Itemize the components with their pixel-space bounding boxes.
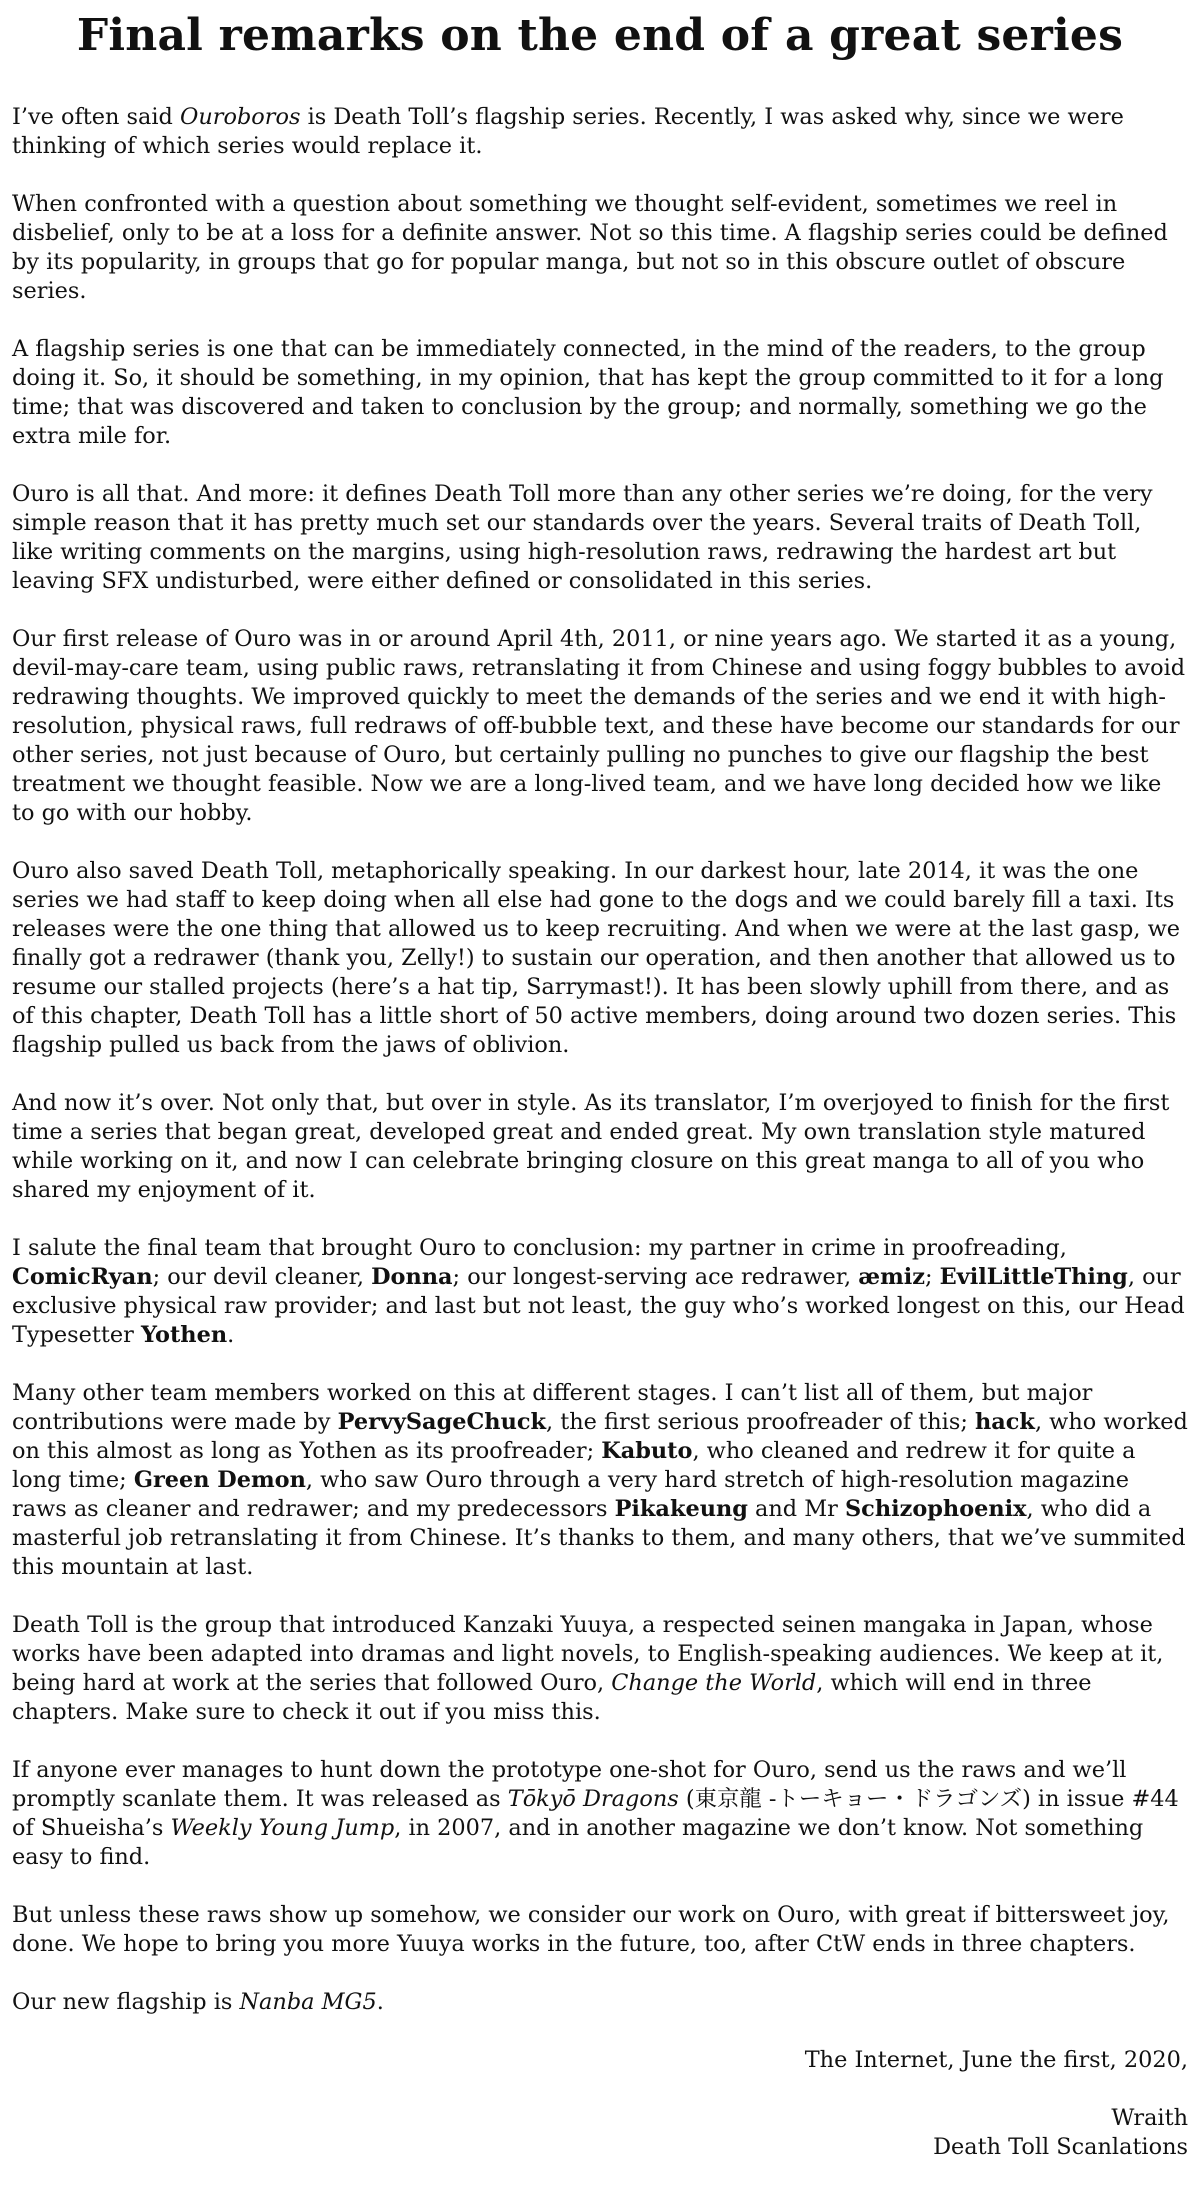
- paragraph-flagship-intro: [12, 103, 1188, 161]
- member-name: Pikakeung: [614, 1495, 748, 1522]
- text: , who worked on this almost as long as Yothen as its proofreader;: [12, 1408, 1188, 1464]
- text: , our exclusive physical raw provider; and last but not least, the guy who’s worked longest on this, our Head Typesetter: [12, 1263, 1185, 1348]
- paragraph-definition: [12, 335, 1188, 451]
- text: A flagship series is one that can be immediately connected, in the mind of the readers, to the group doing it. So, it should be something, in my opinion, that has kept the group committed to it for a long time; that was discovered and taken to conclusion by the group; and normally, something we go the extra mile for.: [12, 335, 1164, 449]
- text: , who did a masterful job retranslating it from Chinese. It’s thanks to them, and many others, that we’ve summited this mountain at last.: [12, 1495, 1186, 1580]
- member-name: hack: [975, 1408, 1035, 1435]
- member-name: ComicRyan: [12, 1263, 153, 1290]
- member-name: Donna: [371, 1263, 453, 1290]
- series-title: Tōkyō Dragons: [507, 1785, 679, 1812]
- member-name: Kabuto: [601, 1437, 693, 1464]
- text: If anyone ever manages to hunt down the prototype one-shot for Ouro, send us the raws and we’ll promptly scanlate them. It was released as: [12, 1756, 1127, 1812]
- series-title-ouroboros: Ouroboros: [180, 103, 301, 130]
- text: Our new flagship is: [12, 1988, 240, 2015]
- paragraph-standards: [12, 480, 1188, 596]
- text: Ouro is all that. And more: it defines Death Toll more than any other series we’re doing, for the very simple reason that it has pretty much set our standards over the years. Several traits of Death Toll, like writing comments on the margins, using high-resolution raws, redrawing the hardest art but leaving SFX undisturbed, were either defined or consolidated in this series.: [12, 480, 1153, 594]
- member-name: æmiz: [858, 1263, 925, 1290]
- member-name: Schizophoenix: [845, 1495, 1027, 1522]
- text: I’ve often said: [12, 103, 180, 130]
- text: ;: [925, 1263, 940, 1290]
- text: , the first serious proofreader of this;: [546, 1408, 975, 1435]
- paragraph-history: [12, 625, 1188, 828]
- signoff-group: Death Toll Scanlations: [933, 2133, 1188, 2160]
- text: , which will end in three chapters. Make sure to check it out if you miss this.: [12, 1669, 1092, 1725]
- member-name: Yothen: [140, 1321, 228, 1348]
- text: When confronted with a question about something we thought self-evident, sometimes we reel in disbelief, only to be at a loss for a definite answer. Not so this time. A flagship series could be defined by its popularity, in groups that go for popular manga, but not so in this obscure outlet of obscure series.: [12, 190, 1168, 304]
- text: (東京龍 -トーキョー・ドラゴンズ) in issue #44 of Shueisha’s: [12, 1785, 1179, 1841]
- paragraph-saved-death-toll: [12, 857, 1188, 1060]
- text: and Mr: [747, 1495, 846, 1522]
- series-title: Change the World: [611, 1669, 817, 1696]
- text: .: [227, 1321, 235, 1348]
- text: I salute the final team that brought Ouro to conclusion: my partner in crime in proofreading,: [12, 1234, 1067, 1261]
- text: But unless these raws show up somehow, we consider our work on Ouro, with great if bittersweet joy, done. We hope to bring you more Yuuya works in the future, too, after CtW ends in three chapters.: [12, 1901, 1170, 1957]
- member-name: EvilLittleThing: [939, 1263, 1128, 1290]
- text: , who cleaned and redrew it for quite a long time;: [12, 1437, 1136, 1493]
- member-name: Green Demon: [133, 1466, 306, 1493]
- text: is Death Toll’s flagship series. Recently, I was asked why, since we were thinking of which series would replace it.: [12, 103, 1124, 159]
- text: Many other team members worked on this at different stages. I can’t list all of them, but major contributions were made by: [12, 1379, 1093, 1435]
- text: Ouro also saved Death Toll, metaphorically speaking. In our darkest hour, late 2014, it was the one series we had staff to keep doing when all else had gone to the dogs and we could barely fill a taxi. Its releases were the one thing that allowed us to keep recruiting. And when we were at the last gasp, we finally got a redrawer (thank you, Zelly!) to sustain our operation, and then another that allowed us to resume our stalled projects (here’s a hat tip, Sarrymast!). It has been slowly uphill from there, and as of this chapter, Death Toll has a little short of 50 active members, doing around two dozen series. This flagship pulled us back from the jaws of oblivion.: [12, 857, 1180, 1058]
- document-title: Final remarks on the end of a great series: [76, 10, 1124, 61]
- paragraph-question: [12, 190, 1188, 306]
- paragraph-final-team: [12, 1234, 1188, 1350]
- member-name: PervySageChuck: [337, 1408, 546, 1435]
- paragraph-over-in-style: [12, 1089, 1188, 1205]
- text: , in 2007, and in another magazine we don’t know. Not something easy to find.: [12, 1814, 1144, 1870]
- signoff-author: Wraith: [1111, 2104, 1188, 2131]
- text: ; our longest-serving ace redrawer,: [452, 1263, 859, 1290]
- paragraph-kanzaki-yuuya: [12, 1611, 1188, 1727]
- text: And now it’s over. Not only that, but over in style. As its translator, I’m overjoyed to finish for the first time a series that began great, developed great and ended great. My own translation style matured while working on it, and now I can celebrate bringing closure on this great manga to all of you who shared my enjoyment of it.: [12, 1089, 1170, 1203]
- magazine-title: Weekly Young Jump: [170, 1814, 395, 1841]
- text: Death Toll is the group that introduced Kanzaki Yuuya, a respected seinen mangaka in Japan, whose works have been adapted into dramas and light novels, to English-speaking audiences. We keep at it, being hard at work at the series that followed Ouro,: [12, 1611, 1164, 1696]
- paragraph-past-contributors: [12, 1379, 1188, 1582]
- text: ; our devil cleaner,: [152, 1263, 372, 1290]
- paragraph-new-flagship: [12, 1988, 1188, 2017]
- signoff-date: The Internet, June the first, 2020,: [804, 2046, 1188, 2073]
- text: , who saw Ouro through a very hard stretch of high-resolution magazine raws as cleaner and redrawer; and my predecessors: [12, 1466, 1130, 1522]
- text: .: [376, 1988, 384, 2015]
- paragraph-work-done: [12, 1901, 1188, 1959]
- paragraph-prototype-oneshot: [12, 1756, 1188, 1872]
- text: Our first release of Ouro was in or around April 4th, 2011, or nine years ago. We started it as a young, devil-may-care team, using public raws, retranslating it from Chinese and using foggy bubbles to avoid redrawing thoughts. We improved quickly to meet the demands of the series and we end it with high-resolution, physical raws, full redraws of off-bubble text, and these have become our standards for our other series, not just because of Ouro, but certainly pulling no punches to give our flagship the best treatment we thought feasible. Now we are a long-lived team, and we have long decided how we like to go with our hobby.: [12, 625, 1186, 826]
- series-title: Nanba MG5: [239, 1988, 377, 2015]
